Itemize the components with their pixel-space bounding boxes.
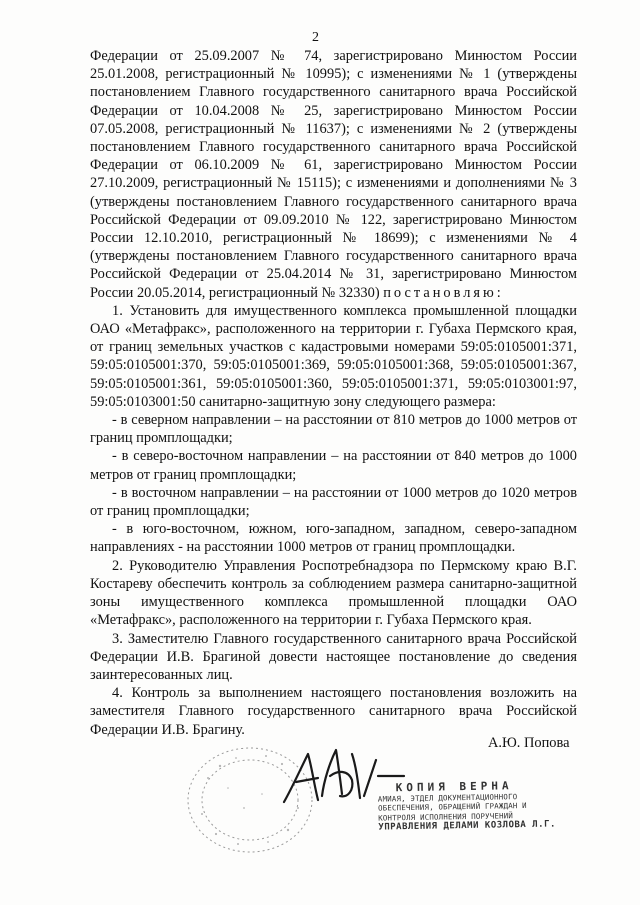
paragraph-direction-north: - в северном направлении – на расстоянии от 810 метров до 1000 метров от границ промплощадки; — [90, 412, 577, 447]
stamp-line: ОБЕСПЕЧЕНИЯ, ОБРАЩЕНИЙ ГРАЖДАН И — [377, 801, 527, 813]
signature-block — [0, 730, 640, 905]
document-body — [90, 47, 577, 739]
paragraph-item-3: 3. Заместителю Главного государственного санитарного врача Российской Федерации И.В. Брагиной довести настоящее постановление до сведения заинтересованных лиц. — [90, 630, 577, 683]
paragraph-item-1: 1. Установить для имущественного комплекса промышленной площадки ОАО «Метафракс», расположенного на территории г. Губаха Пермского края, от границ земельных участков с кадастровыми номерами 59:05:0105001:371, 59:05:0105001:370, 59:05:0105001:369, 59:05:0105001:368, 59:05:0105001:367, 59:05:0105001:361, 59:05:0105001:360, 59:05:0105001:371, 59:05:0103001:97, 59:05:0103001:50 санитарно-защитную зону следующего размера: — [90, 302, 577, 410]
stamp-heading: КОПИЯ ВЕРНА — [395, 779, 513, 795]
stamp-line: КОНТРОЛЯ ИСПОЛНЕНИЯ ПОРУЧЕНИЙ — [378, 811, 514, 823]
legal-basis-text: Федерации от 25.09.2007 № 74, зарегистрировано Минюстом России 25.01.2008, регистрационный № 10995); с изменениями № 1 (утверждены постановлением Главного государственного санитарного врача Российской Федерации от 10.04.2008 № 25, зарегистрировано Минюстом России 07.05.2008, регистрационный № 11637); с изменениями № 2 (утверждены постановлением Главного государственного санитарного врача Российской Федерации от 06.10.2009 № 61, зарегистрировано Минюстом России 27.10.2009, регистрационный № 15115); с изменениями и дополнениями № 3 (утверждены постановлением Главного государственного санитарного врача Российской Федерации от 09.09.2010 № 122, зарегистрировано Минюстом России 12.10.2010, регистрационный № 18699); с изменениями № 4 (утверждены постановлением Главного государственного санитарного врача Российской Федерации от 25.04.2014 № 31, зарегистрировано Минюстом России 20.05.2014, регистрационный № 32330) — [90, 48, 577, 301]
paragraph-item-4: 4. Контроль за выполнением настоящего постановления возложить на заместителя Главного государственного санитарного врача Российской Федерации И.В. Брагину. — [90, 685, 577, 738]
paragraph-direction-east: - в восточном направлении – на расстоянии от 1000 метров до 1020 метров от границ промплощадки; — [90, 484, 577, 520]
paragraph-direction-northeast: - в северо-восточном направлении – на расстоянии от 840 метров до 1000 метров от границ промплощадки; — [90, 448, 577, 483]
copy-certification-stamp — [378, 778, 559, 832]
page-number: 2 — [312, 30, 319, 45]
decree-word: постановляю: — [383, 284, 504, 301]
signatory-name: А.Ю. Попова — [488, 735, 570, 751]
stamp-line: АМИАЯ, ЭТДЕЛ ДОКУМЕНТАЦИОННОГО — [377, 792, 518, 804]
paragraph-legal-basis — [90, 47, 577, 302]
paragraph-item-2: 2. Руководителю Управления Роспотребнадзора по Пермскому краю В.Г. Костареву обеспечить контроль за соблюдением размера санитарно-защитной зоны имущественного комплекса промышленной площадки ОАО «Метафракс», расположенного на территории г. Губаха Пермского края. — [90, 557, 577, 629]
paragraph-direction-other: - в юго-восточном, южном, юго-западном, западном, северо-западном направлениях - на расстоянии 1000 метров от границ промплощадки. — [90, 521, 577, 556]
stamp-line: УПРАВЛЕНИЯ ДЕЛАМИ КОЗЛОВА Л.Г. — [378, 819, 556, 833]
